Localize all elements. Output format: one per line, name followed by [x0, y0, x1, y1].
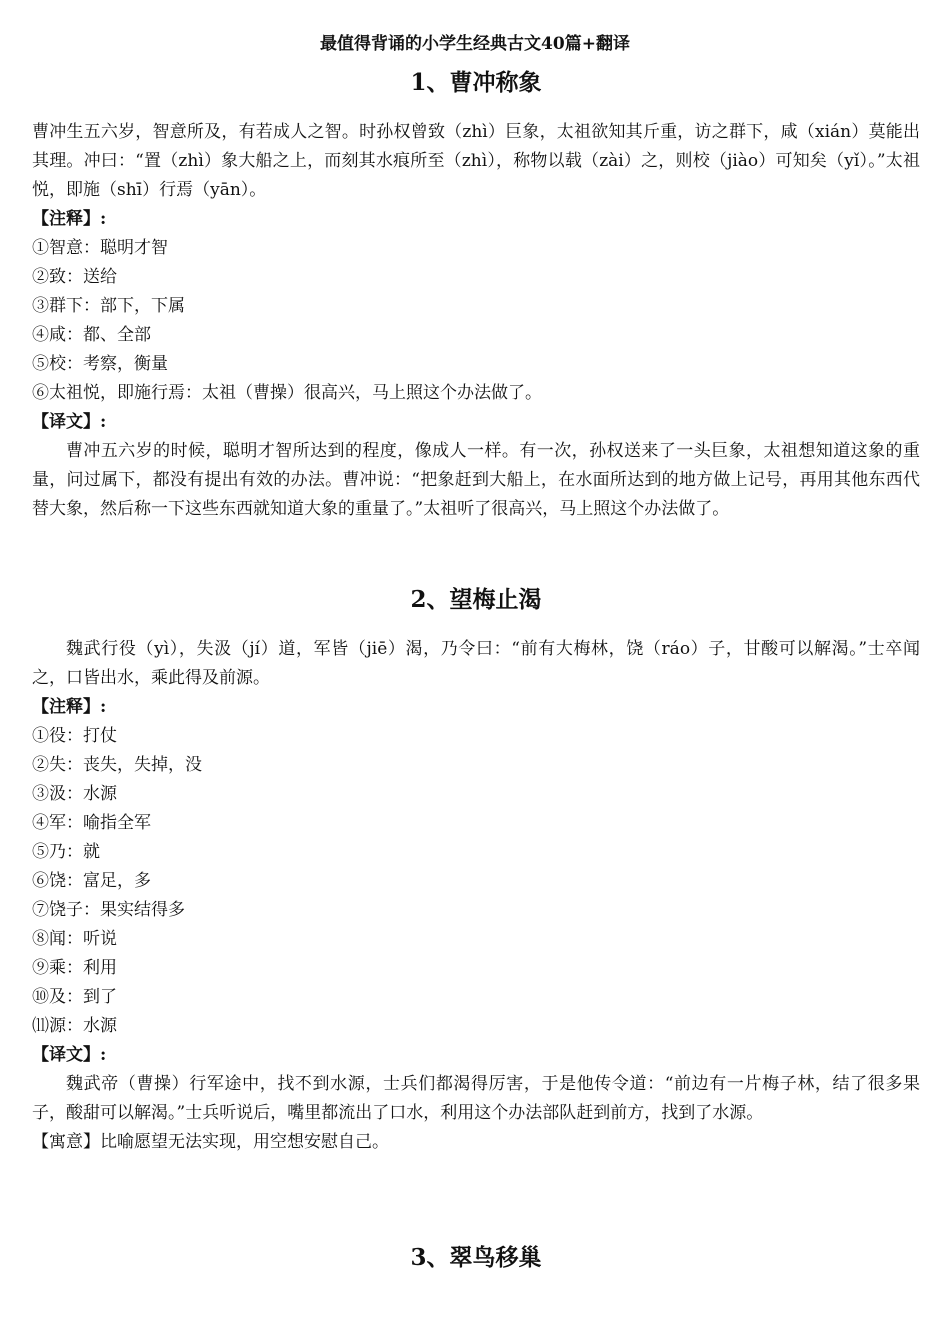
original-text: 曹冲生五六岁，智意所及，有若成人之智。时孙权曾致（zhì）巨象，太祖欲知其斤重，访之群下，咸（xián）莫能出其理。冲曰：“置（zhì）象大船之上，而刻其水痕所至（zhì），称物以载（zài）之，则校（jiào）可知矣（yǐ）。”太祖悦，即施（shī）行焉（yān）。	[32, 122, 920, 200]
note-item: ⑤乃：就	[32, 842, 100, 862]
translation-label: 【译文】:	[32, 412, 107, 432]
original-text: 魏武行役（yì），失汲（jí）道，军皆（jiē）渴，乃令曰：“前有大梅林，饶（ráo）子，甘酸可以解渴。”士卒闻之，口皆出水，乘此得及前源。	[32, 639, 920, 688]
note-item: ⑾源：水源	[32, 1016, 117, 1036]
section-title: 2、望梅止渴	[410, 586, 542, 613]
note-item: ①智意：聪明才智	[32, 238, 168, 258]
section-title: 1、曹冲称象	[410, 69, 542, 96]
note-item: ⑦饶子：果实结得多	[32, 900, 185, 920]
section-title: 3、翠鸟移巢	[410, 1244, 542, 1271]
section-1	[32, 68, 920, 524]
note-item: ①役：打仗	[32, 726, 117, 746]
note-item: ②失：丧失，失掉，没	[32, 755, 202, 775]
note-item: ③汲：水源	[32, 784, 117, 804]
moral-text: 【寓意】比喻愿望无法实现，用空想安慰自己。	[32, 1132, 389, 1152]
notes-label: 【注释】:	[32, 697, 107, 717]
note-item: ⑨乘：利用	[32, 958, 117, 978]
translation-label: 【译文】:	[32, 1045, 107, 1065]
note-item: ⑩及：到了	[32, 987, 117, 1007]
note-item: ④咸：都、全部	[32, 325, 151, 345]
note-item: ⑥太祖悦，即施行焉：太祖（曹操）很高兴，马上照这个办法做了。	[32, 383, 542, 403]
note-item: ④军：喻指全军	[32, 813, 151, 833]
note-item: ⑧闻：听说	[32, 929, 117, 949]
note-item: ⑥饶：富足，多	[32, 871, 151, 891]
section-2	[32, 585, 920, 1157]
translation-text: 曹冲五六岁的时候，聪明才智所达到的程度，像成人一样。有一次，孙权送来了一头巨象，太祖想知道这象的重量，问过属下，都没有提出有效的办法。曹冲说：“把象赶到大船上，在水面所达到的地方做上记号，再用其他东西代替大象，然后称一下这些东西就知道大象的重量了。”太祖听了很高兴，马上照这个办法做了。	[32, 441, 920, 519]
note-item: ⑤校：考察，衡量	[32, 354, 168, 374]
translation-text: 魏武帝（曹操）行军途中，找不到水源，士兵们都渴得厉害，于是他传令道：“前边有一片梅子林，结了很多果子，酸甜可以解渴。”士兵听说后，嘴里都流出了口水，利用这个办法部队赶到前方，找到了水源。	[32, 1074, 920, 1123]
section-3	[32, 1243, 920, 1293]
note-item: ③群下：部下，下属	[32, 296, 185, 316]
notes-label: 【注释】:	[32, 209, 107, 229]
note-item: ②致：送给	[32, 267, 117, 287]
document-title: 最值得背诵的小学生经典古文40篇+翻译	[320, 34, 630, 54]
